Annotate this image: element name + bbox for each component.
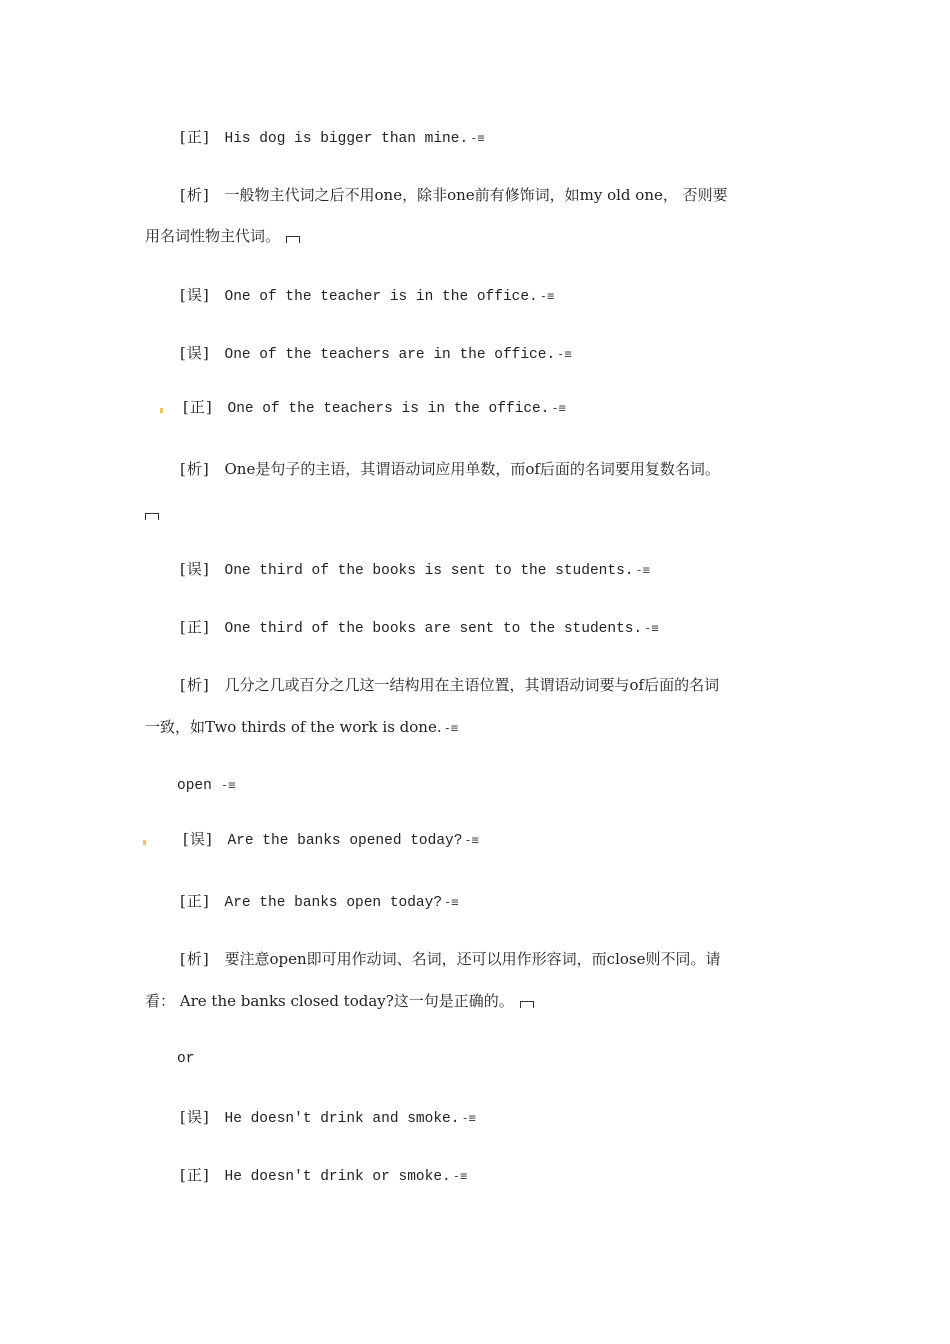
analysis-text: 要注意open即可用作动词、名词，还可以用作形容词，而close则不同。请 [224,950,721,968]
line-end-mark-icon: -≡ [464,833,479,847]
tag-correct: [正] [180,618,210,636]
sentence-correct-3 [180,617,659,639]
sentence-text: One third of the books is sent to the students. [224,563,634,579]
analysis-2-continued [145,503,159,523]
sentence-wrong-5 [180,1107,476,1129]
tag-analysis: [析] [180,186,210,204]
sentence-correct-4 [180,891,459,913]
analysis-text: 一致，如Two thirds of the work is done. [145,718,442,736]
paragraph-mark-icon [520,1001,534,1008]
tag-correct: [正] [180,128,210,146]
tag-wrong: [误] [180,286,210,304]
line-end-mark-icon: -≡ [444,895,459,909]
sentence-wrong-1 [180,285,554,307]
tag-wrong: [误] [180,1108,210,1126]
line-end-mark-icon: -≡ [551,401,566,415]
paragraph-mark-icon [286,236,300,243]
analysis-4 [180,949,720,969]
line-end-mark-icon: -≡ [557,347,572,361]
sentence-text: One of the teacher is in the office. [224,289,538,305]
analysis-text: 一般物主代词之后不用one，除非one前有修饰词，如my old one， 否则要 [224,186,728,204]
tag-correct: [正] [183,398,213,416]
sentence-text: His dog is bigger than mine. [224,131,469,147]
sentence-text: He doesn't drink and smoke. [224,1111,460,1127]
section-heading-text: or [177,1051,195,1067]
line-end-mark-icon: -≡ [470,131,485,145]
sentence-wrong-3 [180,559,650,581]
tag-correct: [正] [180,1166,210,1184]
tag-wrong: [误] [180,560,210,578]
analysis-text: 几分之几或百分之几这一结构用在主语位置，其谓语动词要与of后面的名词 [224,676,720,694]
analysis-text: 用名词性物主代词。 [145,227,281,245]
line-end-mark-icon: -≡ [461,1111,476,1125]
tag-correct: [正] [180,892,210,910]
sentence-text: He doesn't drink or smoke. [224,1169,451,1185]
sentence-wrong-2 [180,343,572,365]
section-heading-open [177,775,236,796]
analysis-2 [180,459,720,479]
line-end-mark-icon: -≡ [635,563,650,577]
sentence-text: One of the teachers is in the office. [227,401,550,417]
tag-wrong: [误] [183,830,213,848]
line-end-mark-icon: -≡ [539,289,555,303]
sentence-wrong-4 [183,829,479,851]
tag-analysis: [析] [180,950,210,968]
section-heading-text: open [177,778,212,794]
line-end-mark-icon: -≡ [213,778,236,792]
analysis-4-continued [145,991,534,1011]
sentence-correct-1 [180,127,485,149]
stray-dot [160,408,163,413]
analysis-3-continued [145,717,458,738]
line-end-mark-icon: -≡ [443,721,459,735]
sentence-text: Are the banks opened today? [227,833,463,849]
analysis-text: One是句子的主语，其谓语动词应用单数，而of后面的名词要用复数名词。 [224,460,720,478]
analysis-1-continued [145,226,300,246]
tag-analysis: [析] [180,676,210,694]
sentence-text: One of the teachers are in the office. [224,347,556,363]
tag-analysis: [析] [180,460,210,478]
sentence-text: One third of the books are sent to the students. [224,621,643,637]
paragraph-mark-icon [145,513,159,520]
sentence-correct-2 [183,397,566,419]
tag-wrong: [误] [180,344,210,362]
line-end-mark-icon: -≡ [452,1169,468,1183]
sentence-correct-5 [180,1165,467,1187]
stray-dot [143,840,146,845]
analysis-1 [180,185,728,205]
sentence-text: Are the banks open today? [224,895,443,911]
analysis-text: 看： Are the banks closed today?这一句是正确的。 [145,992,514,1010]
section-heading-or [177,1049,194,1069]
analysis-3 [180,675,719,695]
line-end-mark-icon: -≡ [644,621,659,635]
